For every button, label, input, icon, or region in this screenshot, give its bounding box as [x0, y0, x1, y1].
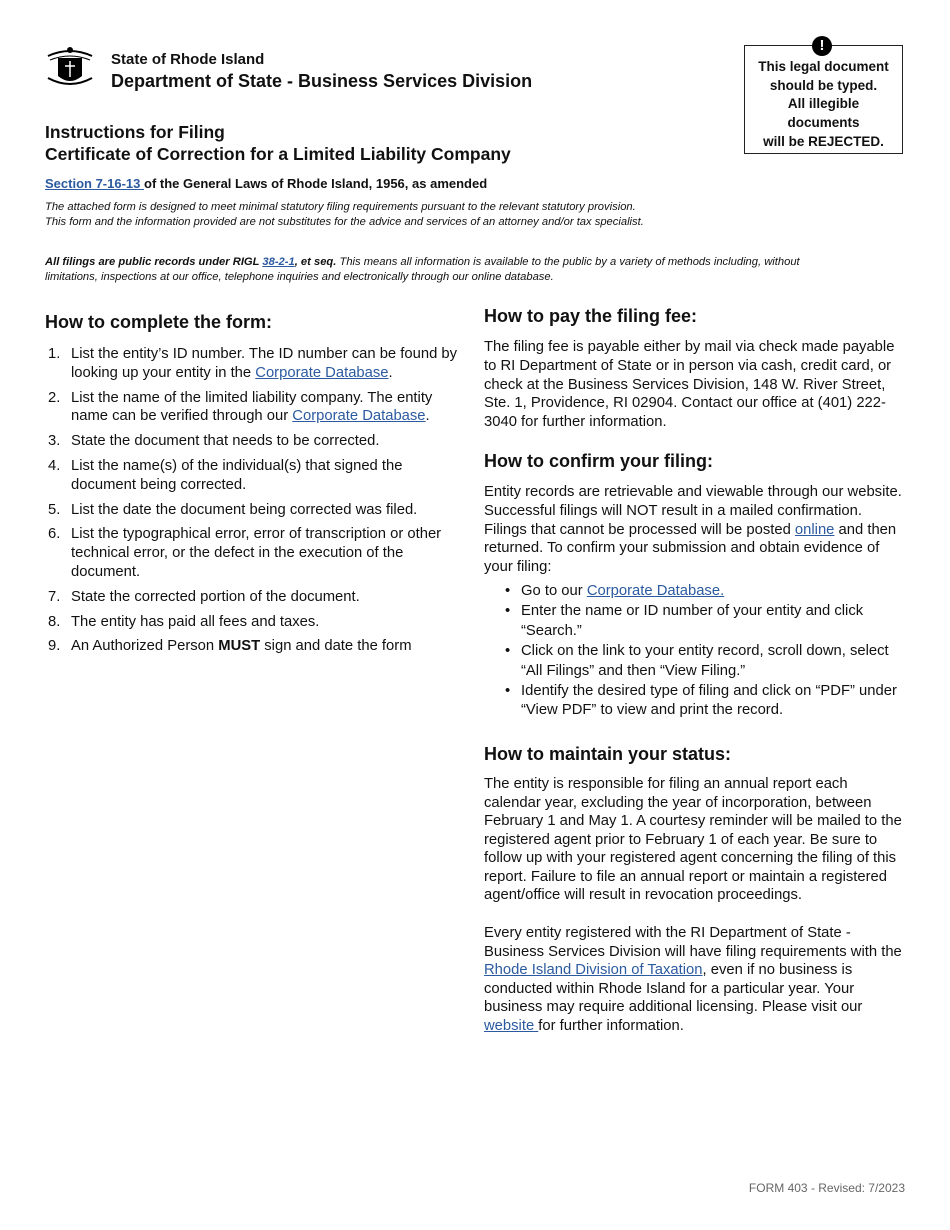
steps-list	[45, 345, 465, 662]
list-item: • Go to our Corporate Database.	[505, 583, 725, 599]
form-number: FORM 403 - Revised: 7/2023	[748, 1181, 905, 1195]
maintain-text: The entity is responsible for filing an annual report each calendar year, excluding the year of incorporation, between February 1 and May 1. A courtesy reminder will be mailed to the registered agent prior to February 1 of each year. Be sure to follow up with your registered agent concerning the filing of this report. Failure to file an annual report or maintain a registered agent/office will result in revocation proceedings.	[484, 776, 902, 903]
list-item: 4. List the name(s) of the individual(s) that signed the document being corrected.	[48, 457, 403, 493]
complete-heading: How to complete the form:	[45, 312, 273, 332]
corporate-database-link[interactable]: Corporate Database.	[586, 583, 725, 599]
typing-warning-box: This legal document should be typed. All illegible documents will be REJECTED.	[744, 45, 903, 154]
statute-link[interactable]: Section 7-16-13	[45, 176, 144, 191]
pay-heading: How to pay the filing fee:	[484, 306, 698, 326]
list-item: 8. The entity has paid all fees and taxes.	[48, 613, 320, 630]
pay-text: The filing fee is payable either by mail via check made payable to RI Department of State or in person via cash, credit card, or check at the Business Services Division, 148 W. River Street, Ste. 1, Providence, RI 02904. Contact our office at (401) 222-3040 for further information.	[484, 339, 895, 431]
corporate-database-link[interactable]: Corporate Database	[292, 408, 426, 425]
list-item: 1. List the entity’s ID number. The ID number can be found by looking up your entity in the Corporate Database.	[48, 346, 458, 381]
maintain-heading: How to maintain your status:	[484, 744, 732, 764]
disclaimer: The attached form is designed to meet minimal statutory filing requirements pursuant to the relevant statutory provision. This form and the information provided are not substitutes for the advice and services of an attorney and/or tax specialist.	[45, 201, 644, 228]
list-item: 6. List the typographical error, error of transcription or other technical error, or the defect in the execution of the document.	[48, 526, 442, 580]
statute-reference: Section 7-16-13 of the General Laws of Rhode Island, 1956, as amended	[45, 176, 488, 191]
confirm-heading: How to confirm your filing:	[484, 451, 713, 471]
online-link[interactable]: online	[794, 521, 835, 538]
list-item: 2. List the name of the limited liability company. The entity name can be verified through our Corporate Database.	[48, 389, 433, 425]
rigl-link[interactable]: 38-2-1	[262, 256, 295, 268]
list-item: 7. State the corrected portion of the document.	[48, 588, 360, 605]
list-item: • Identify the desired type of filing and click on “PDF” under “View PDF” to view and print the record.	[505, 683, 897, 719]
list-item: • Enter the name or ID number of your entity and click “Search.”	[505, 603, 864, 639]
public-records-notice: All filings are public records under RIGL 38-2-1, et seq. This means all information is available to the public by a variety of methods including, without limitations, inspections at our office, telephone inquiries and electronically through our online database.	[45, 256, 800, 283]
list-item: 9. An Authorized Person MUST sign and date the form	[48, 638, 412, 655]
list-item: 3. State the document that needs to be corrected.	[48, 433, 380, 450]
state-seal-icon	[44, 44, 96, 92]
list-item: • Click on the link to your entity record, scroll down, select “All Filings” and then “View Filing.”	[505, 643, 889, 679]
confirm-text: Entity records are retrievable and viewable through our website. Successful filings will NOT result in a mailed confirmation. Filings that cannot be processed will be posted online and then returned. To confirm your submission and obtain evidence of your filing:	[484, 484, 902, 576]
exclamation-icon: !	[812, 36, 832, 56]
corporate-database-link[interactable]: Corporate Database	[255, 364, 389, 381]
confirm-steps	[484, 582, 906, 722]
website-link[interactable]: website	[484, 1017, 539, 1034]
page-subtitle: Certificate of Correction for a Limited Liability Company	[45, 144, 511, 164]
taxation-link[interactable]: Rhode Island Division of Taxation	[484, 962, 703, 978]
department-name: Department of State - Business Services Division	[111, 71, 533, 91]
state-name: State of Rhode Island	[111, 51, 265, 68]
list-item: 5. List the date the document being corrected was filed.	[48, 501, 418, 518]
taxation-text: Every entity registered with the RI Department of State - Business Services Division will have filing requirements with the Rhode Island Division of Taxation, even if no business is conducted within Rhode Island for a particular year. Your business may require additional licensing. Please visit our website for further information.	[484, 925, 902, 1034]
page-title: Instructions for Filing	[45, 122, 225, 142]
